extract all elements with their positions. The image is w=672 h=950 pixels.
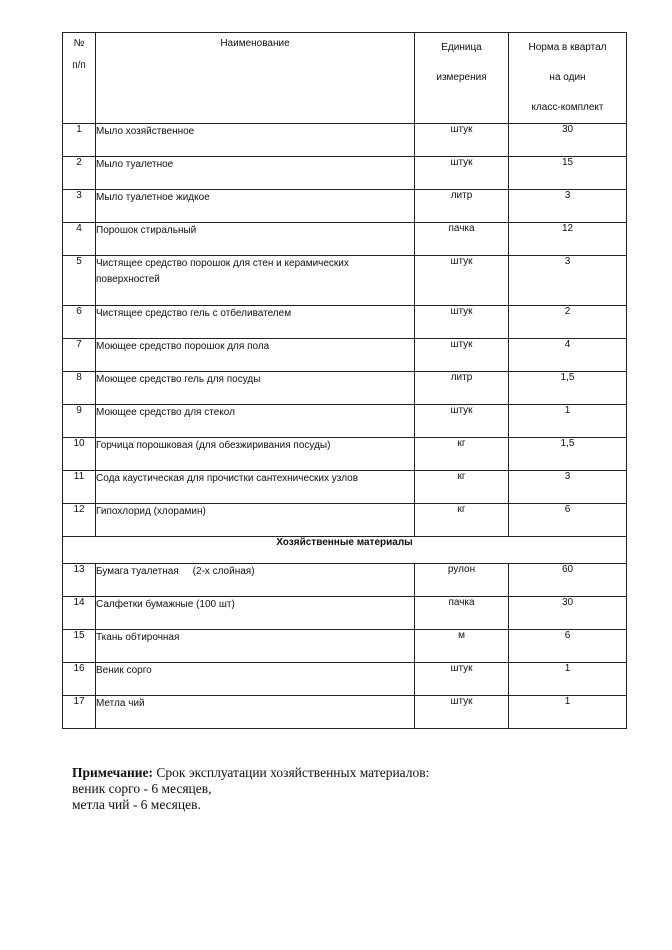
cell-unit: штук <box>415 157 509 190</box>
table-row <box>63 696 627 729</box>
cell-norm: 30 <box>509 597 627 630</box>
cell-name: Мыло туалетное <box>96 157 415 190</box>
cell-number: 1 <box>63 124 96 157</box>
cell-name: Горчица порошковая (для обезжиривания посуды) <box>96 438 415 471</box>
cell-norm: 3 <box>509 190 627 223</box>
table-row <box>63 663 627 696</box>
cell-unit: пачка <box>415 223 509 256</box>
cell-norm: 6 <box>509 504 627 537</box>
footnote-line3: метла чий - 6 месяцев. <box>72 797 201 812</box>
cell-number: 15 <box>63 630 96 663</box>
cell-number: 4 <box>63 223 96 256</box>
header-norm-line3: класс-комплект <box>531 102 604 113</box>
table-row <box>63 339 627 372</box>
table-row <box>63 372 627 405</box>
table-row <box>63 597 627 630</box>
table-row <box>63 124 627 157</box>
footnote-text: Срок эксплуатации хозяйственных материалов: <box>153 765 430 780</box>
cell-name: Моющее средство гель для посуды <box>96 372 415 405</box>
cell-name: Чистящее средство порошок для стен и керамических поверхностей <box>96 256 415 306</box>
cell-norm: 3 <box>509 471 627 504</box>
cell-number: 14 <box>63 597 96 630</box>
cell-unit: литр <box>415 190 509 223</box>
cell-norm: 3 <box>509 256 627 306</box>
cell-norm: 1 <box>509 405 627 438</box>
cell-unit: штук <box>415 306 509 339</box>
cell-name: Ткань обтирочная <box>96 630 415 663</box>
header-unit <box>415 33 509 124</box>
cell-number: 7 <box>63 339 96 372</box>
header-norm-line2: на один <box>549 72 586 83</box>
footnote <box>72 765 612 813</box>
table-row <box>63 471 627 504</box>
cell-unit: литр <box>415 372 509 405</box>
cell-name: Бумага туалетная (2-х слойная) <box>96 564 415 597</box>
header-number-line2: п/п <box>72 60 86 71</box>
section-title: Хозяйственные материалы <box>63 537 627 564</box>
cell-norm: 6 <box>509 630 627 663</box>
table-row <box>63 157 627 190</box>
cell-unit: кг <box>415 438 509 471</box>
header-unit-line1: Единица <box>441 42 482 53</box>
table-row <box>63 564 627 597</box>
footnote-label: Примечание: <box>72 765 154 780</box>
cell-name: Салфетки бумажные (100 шт) <box>96 597 415 630</box>
cell-norm: 1 <box>509 696 627 729</box>
cell-name: Метла чий <box>96 696 415 729</box>
table-row <box>63 190 627 223</box>
header-unit-line2: измерения <box>436 72 487 83</box>
cell-unit: штук <box>415 124 509 157</box>
cell-name: Веник сорго <box>96 663 415 696</box>
header-name-text: Наименование <box>220 38 290 49</box>
cell-number: 12 <box>63 504 96 537</box>
cell-norm: 1,5 <box>509 438 627 471</box>
cell-norm: 12 <box>509 223 627 256</box>
cell-unit: штук <box>415 663 509 696</box>
cell-unit: кг <box>415 471 509 504</box>
table-row <box>63 256 627 306</box>
cell-norm: 30 <box>509 124 627 157</box>
table-row <box>63 630 627 663</box>
cell-name: Гипохлорид (хлорамин) <box>96 504 415 537</box>
cell-number: 2 <box>63 157 96 190</box>
cell-name: Мыло хозяйственное <box>96 124 415 157</box>
header-norm <box>509 33 627 124</box>
cell-norm: 1 <box>509 663 627 696</box>
table-row <box>63 405 627 438</box>
cell-number: 10 <box>63 438 96 471</box>
cell-number: 13 <box>63 564 96 597</box>
cell-norm: 60 <box>509 564 627 597</box>
header-number <box>63 33 96 124</box>
cell-unit: штук <box>415 256 509 306</box>
cell-unit: рулон <box>415 564 509 597</box>
cell-name: Порошок стиральный <box>96 223 415 256</box>
cell-norm: 2 <box>509 306 627 339</box>
cell-norm: 15 <box>509 157 627 190</box>
header-number-line1: № <box>73 38 85 49</box>
cell-unit: пачка <box>415 597 509 630</box>
table-header-row <box>63 33 627 124</box>
cell-unit: м <box>415 630 509 663</box>
section-row <box>63 537 627 564</box>
cell-unit: штук <box>415 339 509 372</box>
cell-unit: штук <box>415 405 509 438</box>
cell-name: Мыло туалетное жидкое <box>96 190 415 223</box>
cell-number: 8 <box>63 372 96 405</box>
cell-number: 16 <box>63 663 96 696</box>
cell-number: 5 <box>63 256 96 306</box>
cell-number: 6 <box>63 306 96 339</box>
table-row <box>63 306 627 339</box>
cell-name: Чистящее средство гель с отбеливателем <box>96 306 415 339</box>
cell-name: Моющее средство для стекол <box>96 405 415 438</box>
footnote-line2: веник сорго - 6 месяцев, <box>72 781 212 796</box>
table-row <box>63 438 627 471</box>
table-row <box>63 223 627 256</box>
cell-unit: штук <box>415 696 509 729</box>
cell-norm: 1,5 <box>509 372 627 405</box>
cell-number: 11 <box>63 471 96 504</box>
cell-norm: 4 <box>509 339 627 372</box>
table-row <box>63 504 627 537</box>
cell-number: 9 <box>63 405 96 438</box>
cell-unit: кг <box>415 504 509 537</box>
cell-number: 3 <box>63 190 96 223</box>
header-name <box>96 33 415 124</box>
cell-number: 17 <box>63 696 96 729</box>
cell-name: Сода каустическая для прочистки сантехнических узлов <box>96 471 415 504</box>
header-norm-line1: Норма в квартал <box>528 42 607 53</box>
norms-table <box>62 32 627 729</box>
cell-name: Моющее средство порошок для пола <box>96 339 415 372</box>
footnote-line1 <box>72 765 612 781</box>
